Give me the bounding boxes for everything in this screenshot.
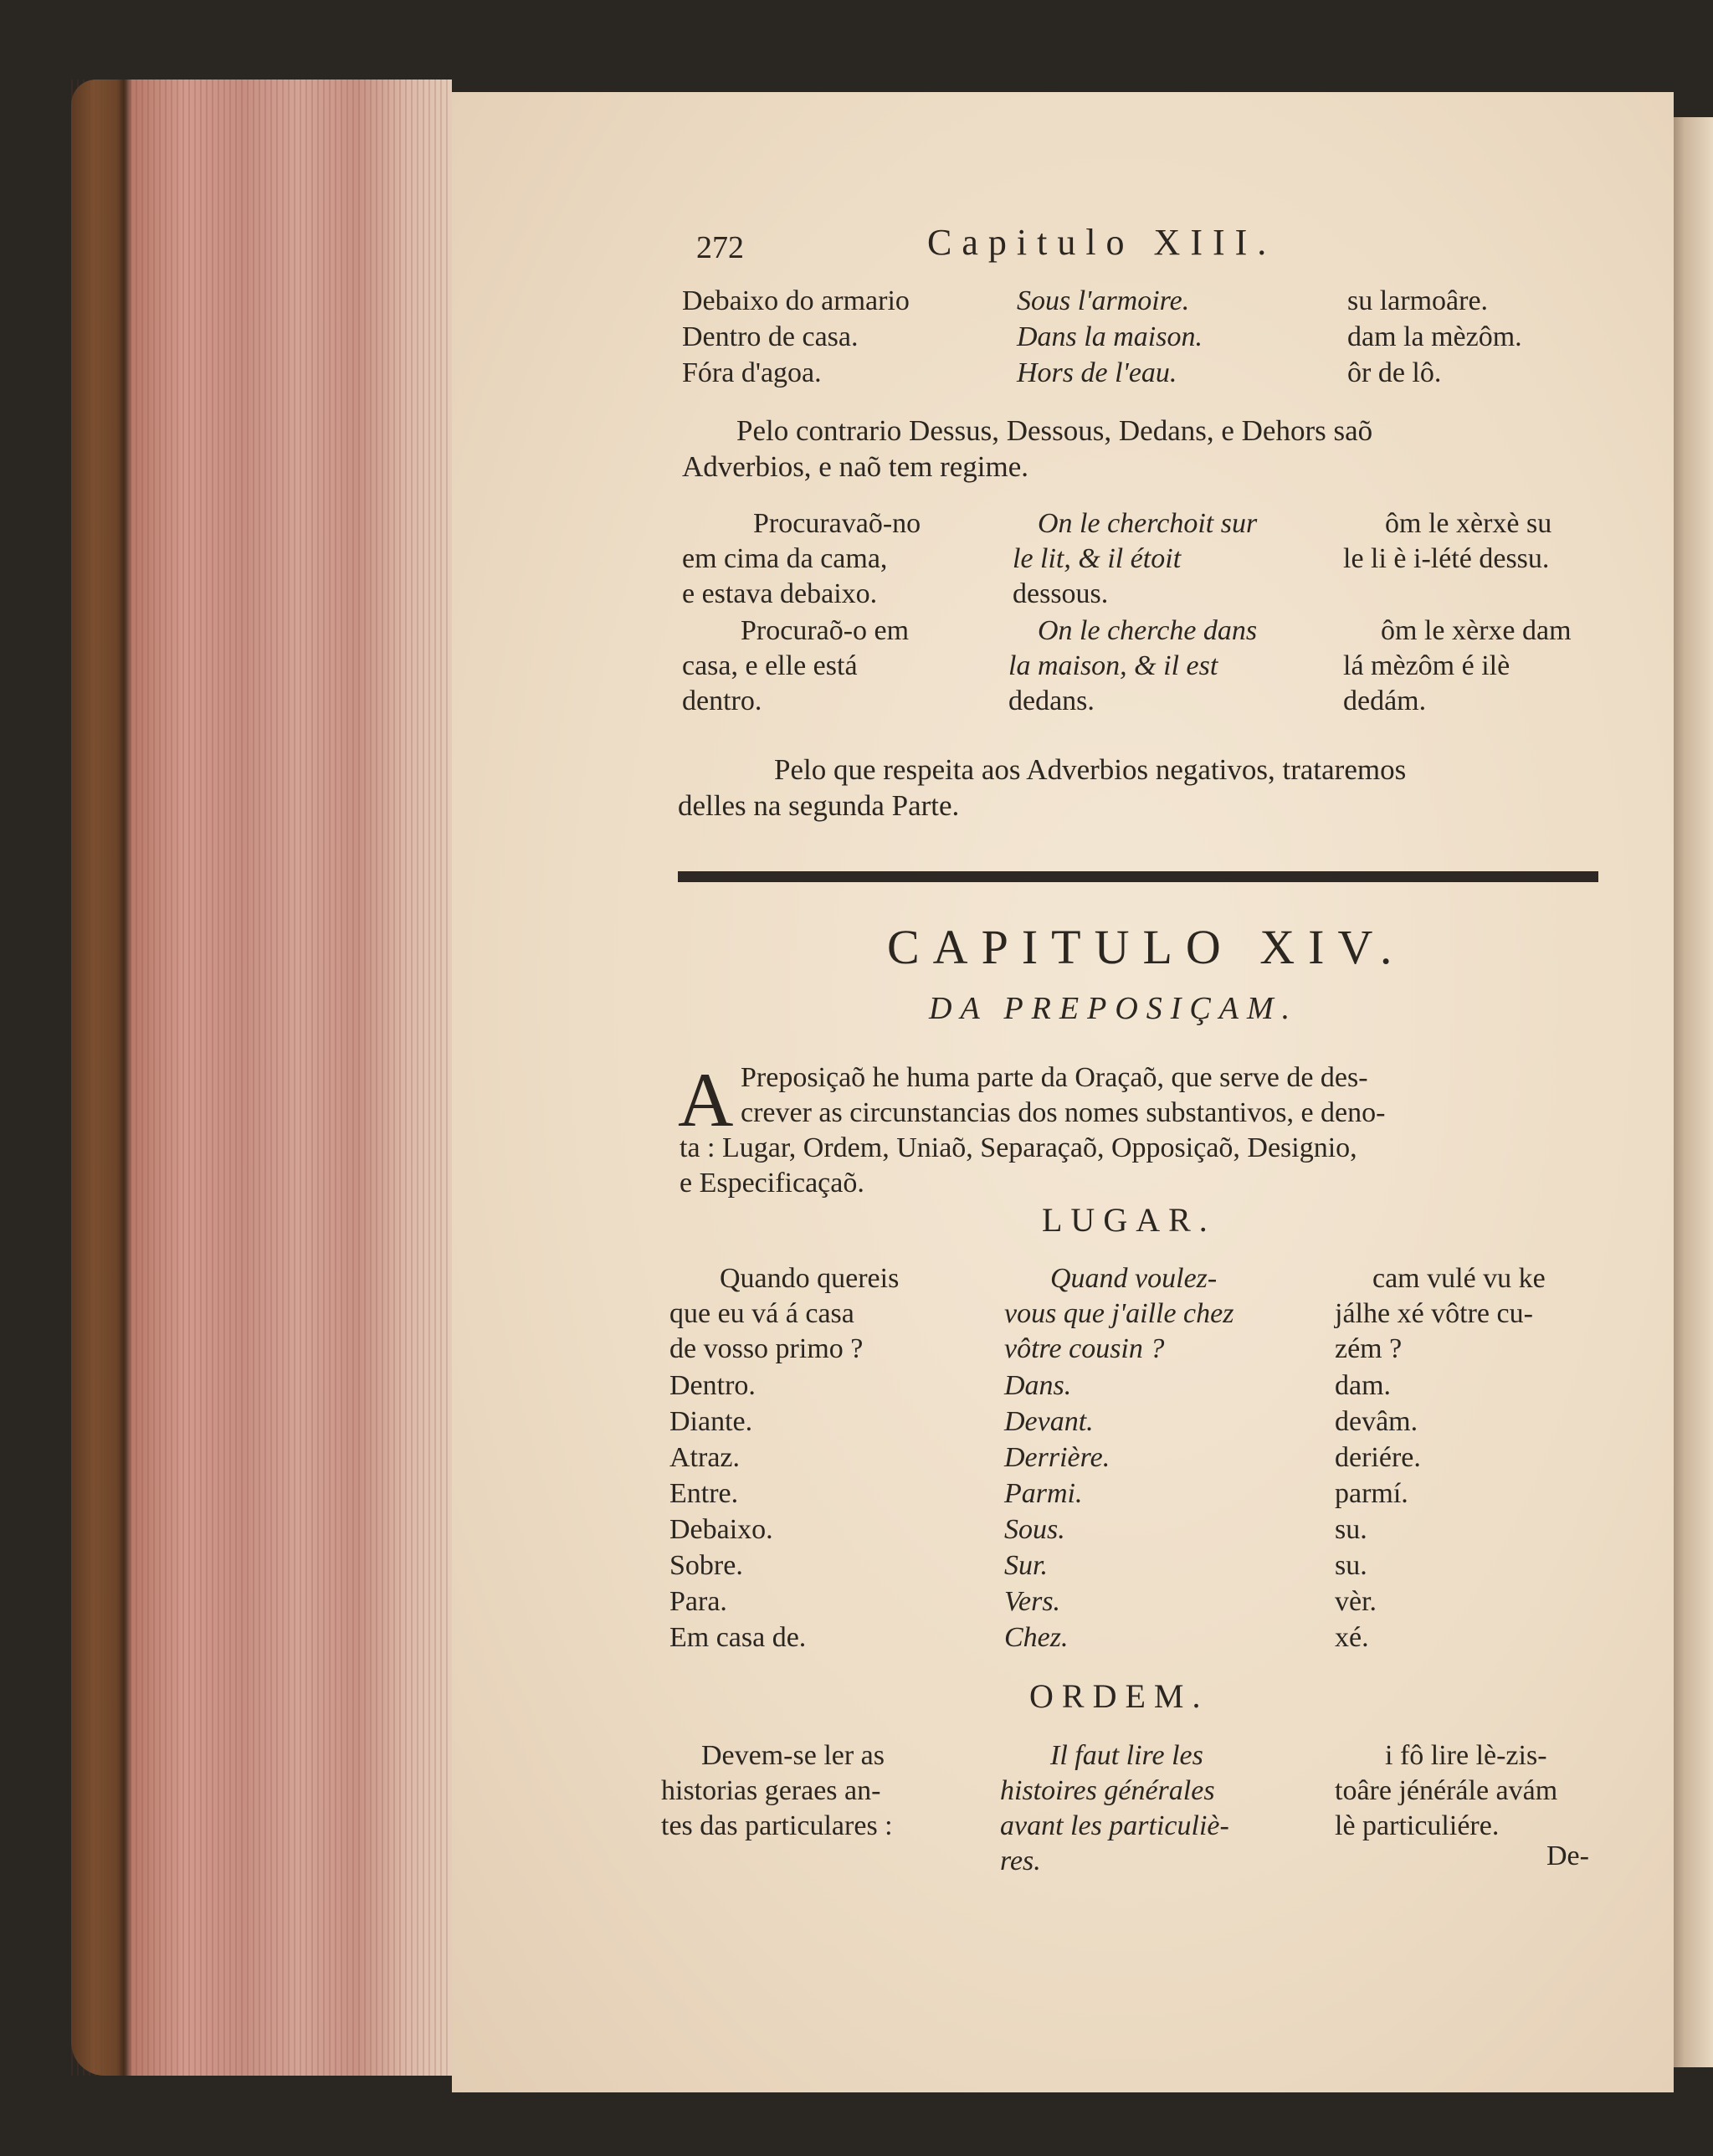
list-item-pt: Dentro. — [669, 1370, 756, 1401]
question-pr: cam vulé vu ke — [1372, 1263, 1546, 1294]
question-pt: que eu vá á casa — [669, 1298, 854, 1329]
example-fr: le lit, & il étoit — [1013, 543, 1182, 574]
intro-line: ta : Lugar, Ordem, Uniaõ, Separaçaõ, Opposiçaõ, Designio, — [680, 1132, 1357, 1163]
list-item-pt: Entre. — [669, 1478, 739, 1509]
example-fr: histoires générales — [1000, 1775, 1215, 1806]
list-item-pt: Diante. — [669, 1406, 753, 1437]
intro-line: crever as circunstancias dos nomes substantivos, e deno- — [741, 1097, 1386, 1128]
section-divider — [678, 871, 1598, 882]
example-pt: casa, e elle está — [682, 650, 858, 681]
list-item-pr: deriére. — [1335, 1442, 1421, 1473]
question-pt: Quando quereis — [720, 1263, 900, 1294]
example-fr: res. — [1000, 1845, 1041, 1876]
paragraph-line: Pelo contrario Dessus, Dessous, Dedans, e Dehors saõ — [736, 414, 1373, 447]
example-pt: em cima da cama, — [682, 543, 888, 574]
paragraph-line: delles na segunda Parte. — [678, 789, 960, 822]
example-fr: avant les particuliè- — [1000, 1810, 1229, 1841]
chapter-subtitle: DA PREPOSIÇAM. — [929, 991, 1299, 1026]
table-row-pt: Dentro de casa. — [682, 321, 859, 352]
example-fr: la maison, & il est — [1008, 650, 1218, 681]
list-item-pr: parmí. — [1335, 1478, 1408, 1509]
catchword: De- — [1546, 1840, 1589, 1871]
list-item-pt: Em casa de. — [669, 1622, 807, 1653]
question-pt: de vosso primo ? — [669, 1333, 864, 1364]
list-item-pt: Atraz. — [669, 1442, 741, 1473]
list-item-pr: devâm. — [1335, 1406, 1418, 1437]
running-title: Capitulo XIII. — [927, 222, 1277, 263]
table-row-pr: dam la mèzôm. — [1347, 321, 1522, 352]
list-item-fr: Sous. — [1004, 1514, 1065, 1545]
list-item-fr: Dans. — [1004, 1370, 1072, 1401]
table-row-pr: ôr de lô. — [1347, 357, 1442, 388]
question-fr: vous que j'aille chez — [1004, 1298, 1234, 1329]
example-pr: ôm le xèrxe dam — [1381, 615, 1572, 646]
table-row-fr: Hors de l'eau. — [1017, 357, 1177, 388]
list-item-fr: Devant. — [1004, 1406, 1094, 1437]
question-pr: jálhe xé vôtre cu- — [1335, 1298, 1533, 1329]
chapter-title: CAPITULO XIV. — [887, 920, 1406, 974]
example-pt: e estava debaixo. — [682, 578, 878, 609]
list-item-pr: vèr. — [1335, 1586, 1377, 1617]
example-pt: historias geraes an- — [661, 1775, 881, 1806]
example-pt: Procuravaõ-no — [753, 508, 921, 539]
table-row-fr: Sous l'armoire. — [1017, 285, 1190, 316]
example-pt: Procuraõ-o em — [741, 615, 910, 646]
list-item-pr: su. — [1335, 1550, 1367, 1581]
list-item-fr: Parmi. — [1004, 1478, 1083, 1509]
intro-line: e Especificaçaõ. — [680, 1168, 864, 1199]
example-fr: dessous. — [1013, 578, 1109, 609]
example-pr: i fô lire lè-zis- — [1385, 1740, 1547, 1771]
example-fr: On le cherche dans — [1038, 615, 1258, 646]
example-pt: tes das particulares : — [661, 1810, 893, 1841]
intro-line: Preposiçaõ he huma parte da Oraçaõ, que serve de des- — [741, 1062, 1368, 1093]
table-row-fr: Dans la maison. — [1017, 321, 1203, 352]
table-row-pt: Debaixo do armario — [682, 285, 910, 316]
list-item-pr: xé. — [1335, 1622, 1369, 1653]
example-pr: toâre jénérále avám — [1335, 1775, 1558, 1806]
book-page-edges — [71, 80, 452, 2076]
list-item-fr: Sur. — [1004, 1550, 1048, 1581]
list-item-fr: Vers. — [1004, 1586, 1061, 1617]
example-fr: On le cherchoit sur — [1038, 508, 1258, 539]
question-pr: zém ? — [1335, 1333, 1403, 1364]
list-item-pt: Para. — [669, 1586, 727, 1617]
section-heading-ordem: ORDEM. — [1029, 1677, 1209, 1715]
table-row-pr: su larmoâre. — [1347, 285, 1489, 316]
example-pt: Devem-se ler as — [701, 1740, 885, 1771]
example-pr: ôm le xèrxè su — [1385, 508, 1552, 539]
page-number: 272 — [696, 230, 744, 265]
question-fr: vôtre cousin ? — [1004, 1333, 1165, 1364]
example-pr: lá mèzôm é ilè — [1343, 650, 1510, 681]
list-item-pr: dam. — [1335, 1370, 1392, 1401]
example-pr: lè particuliére. — [1335, 1810, 1500, 1841]
list-item-pt: Sobre. — [669, 1550, 743, 1581]
example-pt: dentro. — [682, 685, 762, 716]
drop-cap: A — [678, 1057, 734, 1142]
example-fr: dedans. — [1008, 685, 1095, 716]
list-item-fr: Chez. — [1004, 1622, 1069, 1653]
example-pr: le li è i-lété dessu. — [1343, 543, 1550, 574]
list-item-pr: su. — [1335, 1514, 1367, 1545]
table-row-pt: Fóra d'agoa. — [682, 357, 822, 388]
list-item-pt: Debaixo. — [669, 1514, 773, 1545]
list-item-fr: Derrière. — [1004, 1442, 1110, 1473]
example-pr: dedám. — [1343, 685, 1427, 716]
section-heading-lugar: LUGAR. — [1042, 1201, 1216, 1239]
example-fr: Il faut lire les — [1050, 1740, 1203, 1771]
paragraph-line: Pelo que respeita aos Adverbios negativos, trataremos — [774, 753, 1407, 786]
question-fr: Quand voulez- — [1050, 1263, 1218, 1294]
paragraph-line: Adverbios, e naõ tem regime. — [682, 450, 1029, 483]
